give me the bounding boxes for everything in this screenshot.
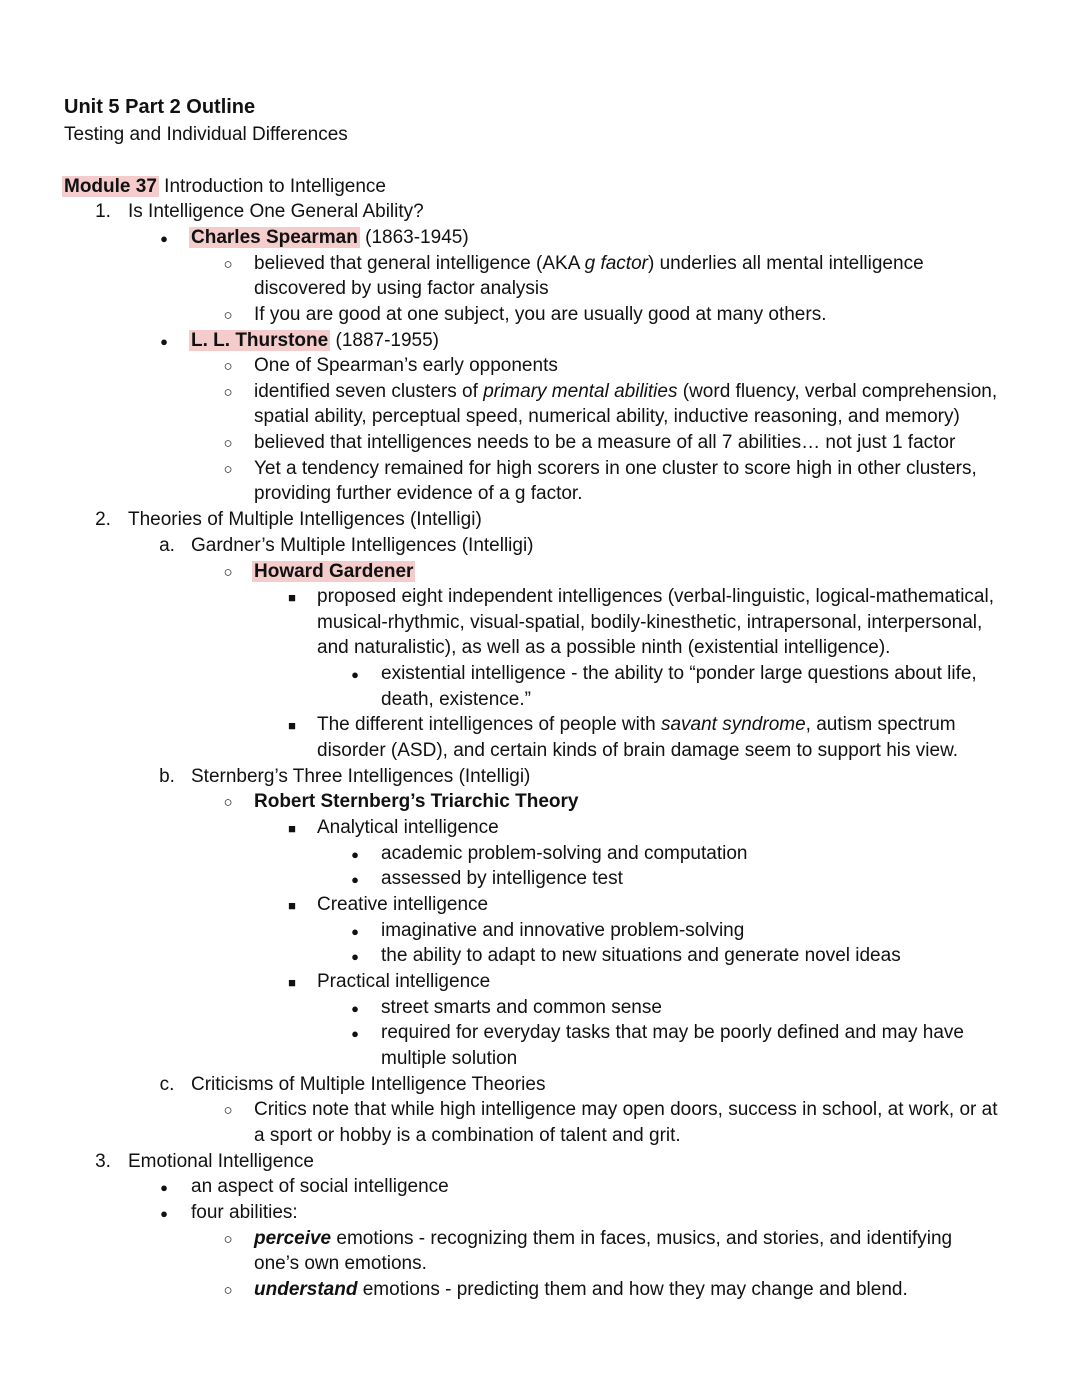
emotional-point-2: four abilities: — [191, 1202, 298, 1223]
section-1-heading: Is Intelligence One General Ability? — [128, 201, 424, 222]
subsection-c-letter: c. — [159, 1074, 175, 1095]
circle-bullet-icon — [219, 1226, 237, 1252]
emotional-point-1: an aspect of social intelligence — [191, 1176, 449, 1197]
practical-point-2: required for everyday tasks that may be poorly defined and may have — [381, 1022, 964, 1043]
savant-syndrome-term: savant syndrome — [660, 714, 806, 735]
thurstone-heading — [191, 328, 439, 353]
spearman-name: Charles Spearman — [191, 227, 358, 248]
section-3-heading: Emotional Intelligence — [128, 1151, 314, 1172]
circle-bullet-icon — [219, 353, 237, 379]
practical-intelligence: Practical intelligence — [317, 971, 491, 992]
section-3-number: 3. — [95, 1151, 111, 1172]
gardener-name: Howard Gardener — [254, 561, 414, 582]
perceive-point-cont: one’s own emotions. — [254, 1253, 427, 1274]
module-label: Module 37 — [64, 176, 157, 197]
spearman-years: (1863-1945) — [359, 227, 469, 248]
subsection-a-heading: Gardner’s Multiple Intelligences (Intelligi) — [191, 535, 534, 556]
circle-bullet-icon — [219, 379, 237, 405]
criticism-point-cont: a sport or hobby is a combination of talent and grit. — [254, 1125, 681, 1146]
module-title: Introduction to Intelligence — [158, 176, 386, 197]
spearman-point-1: believed that general intelligence (AKA g factor) underlies all mental intelligence — [254, 253, 924, 274]
existential-point: existential intelligence - the ability to “ponder large questions about life, — [381, 663, 977, 684]
bullet-icon — [346, 866, 364, 892]
bullet-icon — [155, 328, 173, 354]
bullet-icon — [155, 1200, 173, 1226]
circle-bullet-icon — [219, 430, 237, 456]
perceive-point: perceive emotions - recognizing them in faces, musics, and stories, and identifying — [254, 1228, 953, 1249]
creative-point-1: imaginative and innovative problem-solving — [381, 920, 745, 941]
section-2-heading: Theories of Multiple Intelligences (Intelligi) — [128, 509, 482, 530]
analytical-intelligence: Analytical intelligence — [317, 817, 499, 838]
section-2-number: 2. — [95, 509, 111, 530]
g-factor-term: g factor — [584, 253, 648, 274]
thurstone-years: (1887-1955) — [330, 330, 440, 351]
square-bullet-icon — [283, 815, 301, 841]
thurstone-point-4: Yet a tendency remained for high scorers in one cluster to score high in other clusters, — [254, 458, 977, 479]
gardener-point-1-cont-2: and naturalistic), as well as a possible ninth (existential intelligence). — [317, 637, 891, 658]
spearman-heading — [191, 225, 469, 250]
bullet-icon — [155, 1174, 173, 1200]
square-bullet-icon — [283, 584, 301, 610]
section-1-number: 1. — [95, 201, 111, 222]
bullet-icon — [346, 841, 364, 867]
thurstone-point-4-cont: providing further evidence of a g factor. — [254, 483, 583, 504]
square-bullet-icon — [283, 712, 301, 738]
spearman-point-2: If you are good at one subject, you are usually good at many others. — [254, 304, 827, 325]
subsection-c-heading: Criticisms of Multiple Intelligence Theories — [191, 1074, 546, 1095]
thurstone-point-2-cont: spatial ability, perceptual speed, numerical ability, inductive reasoning, and memory) — [254, 406, 960, 427]
understand-point: understand emotions - predicting them and how they may change and blend. — [254, 1279, 908, 1300]
bullet-icon — [346, 661, 364, 687]
bullet-icon — [346, 995, 364, 1021]
square-bullet-icon — [283, 969, 301, 995]
spearman-point-1-cont: discovered by using factor analysis — [254, 278, 549, 299]
practical-point-1: street smarts and common sense — [381, 997, 662, 1018]
circle-bullet-icon — [219, 456, 237, 482]
understand-term: understand — [254, 1279, 358, 1300]
circle-bullet-icon — [219, 1097, 237, 1123]
thurstone-point-3: believed that intelligences needs to be a measure of all 7 abilities… not just 1 factor — [254, 432, 956, 453]
analytical-point-2: assessed by intelligence test — [381, 868, 623, 889]
subsection-b-heading: Sternberg’s Three Intelligences (Intelligi) — [191, 766, 531, 787]
square-bullet-icon — [283, 892, 301, 918]
document-subtitle: Testing and Individual Differences — [64, 124, 348, 145]
perceive-term: perceive — [254, 1228, 332, 1249]
bullet-icon — [155, 225, 173, 251]
subsection-a-letter: a. — [159, 535, 175, 556]
bullet-icon — [346, 918, 364, 944]
subsection-b-letter: b. — [159, 766, 175, 787]
module-heading — [64, 174, 386, 199]
thurstone-point-2: identified seven clusters of primary mental abilities (word fluency, verbal comprehension, — [254, 381, 998, 402]
circle-bullet-icon — [219, 302, 237, 328]
thurstone-name: L. L. Thurstone — [191, 330, 329, 351]
criticism-point: Critics note that while high intelligence may open doors, success in school, at work, or at — [254, 1099, 998, 1120]
circle-bullet-icon — [219, 789, 237, 815]
primary-mental-abilities-term: primary mental abilities — [483, 381, 678, 402]
creative-intelligence: Creative intelligence — [317, 894, 489, 915]
gardener-point-1-cont-1: musical-rhythmic, visual-spatial, bodily-kinesthetic, intrapersonal, interpersonal, — [317, 612, 983, 633]
analytical-point-1: academic problem-solving and computation — [381, 843, 748, 864]
circle-bullet-icon — [219, 1277, 237, 1303]
document-title: Unit 5 Part 2 Outline — [64, 96, 256, 118]
existential-point-cont: death, existence.” — [381, 689, 531, 710]
practical-point-2-cont: multiple solution — [381, 1048, 518, 1069]
gardener-point-1: proposed eight independent intelligences (verbal-linguistic, logical-mathematical, — [317, 586, 994, 607]
gardener-point-2-cont: disorder (ASD), and certain kinds of brain damage seem to support his view. — [317, 740, 959, 761]
creative-point-2: the ability to adapt to new situations and generate novel ideas — [381, 945, 901, 966]
circle-bullet-icon — [219, 251, 237, 277]
circle-bullet-icon — [219, 559, 237, 585]
gardener-point-2: The different intelligences of people with savant syndrome, autism spectrum — [317, 714, 956, 735]
gardener-name-line — [254, 559, 415, 584]
bullet-icon — [346, 943, 364, 969]
sternberg-theory-name: Robert Sternberg’s Triarchic Theory — [254, 791, 579, 812]
thurstone-point-1: One of Spearman’s early opponents — [254, 355, 558, 376]
bullet-icon — [346, 1020, 364, 1046]
